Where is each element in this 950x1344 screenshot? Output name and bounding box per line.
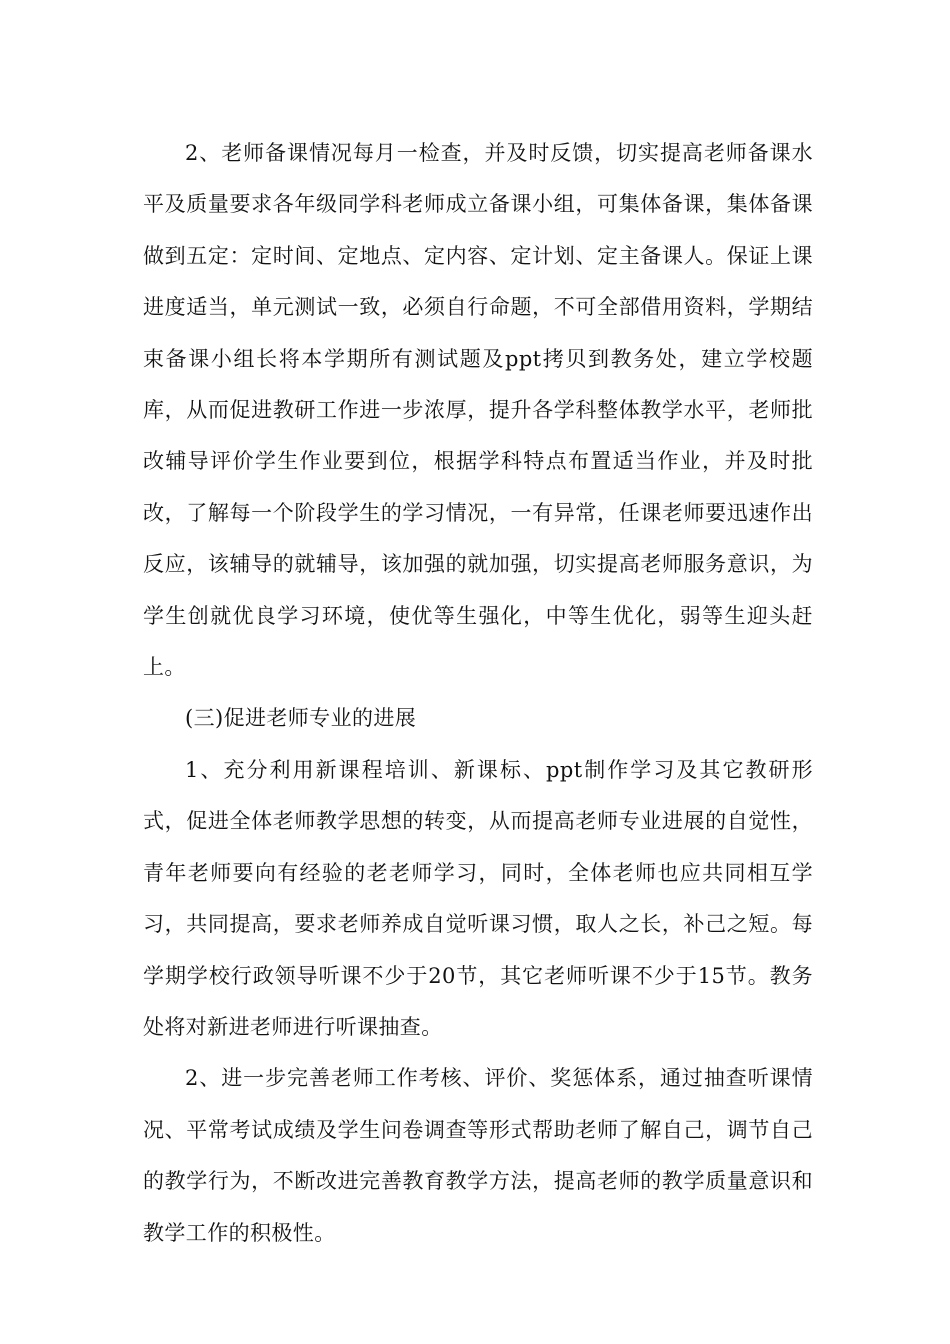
section-heading-teacher-development: (三)促进老师专业的进展 [185, 706, 417, 731]
paragraph-lesson-preparation: 2、老师备课情况每月一检查，并及时反馈，切实提高老师备课水平及质量要求各年级同学科老师成立备课小组，可集体备课，集体备课做到五定：定时间、定地点、定内容、定计划、定主备课人。保证上课进度适当，单元测试一致，必须自行命题，不可全部借用资料，学期结束备课小组长将本学期所有测试题及ppt拷贝到教务处，建立学校题库，从而促进教研工作进一步浓厚，提升各学科整体教学水平，老师批改辅导评价学生作业要到位，根据学科特点布置适当作业，并及时批改，了解每一个阶段学生的学习情况，一有异常，任课老师要迅速作出反应，该辅导的就辅导，该加强的就加强，切实提高老师服务意识，为学生创就优良学习环境，使优等生强化，中等生优化，弱等生迎头赶上。 [143, 141, 813, 680]
paragraph-training-and-observation: 1、充分利用新课程培训、新课标、ppt制作学习及其它教研形式，促进全体老师教学思想的转变，从而提高老师专业进展的自觉性，青年老师要向有经验的老老师学习，同时，全体老师也应共同相互学习，共同提高，要求老师养成自觉听课习惯，取人之长，补己之短。每学期学校行政领导听课不少于20节，其它老师听课不少于15节。教务处将对新进老师进行听课抽查。 [143, 757, 813, 1039]
document-body [143, 128, 813, 1259]
paragraph-evaluation-system: 2、进一步完善老师工作考核、评价、奖惩体系，通过抽查听课情况、平常考试成绩及学生问卷调查等形式帮助老师了解自己，调节自己的教学行为，不断改进完善教育教学方法，提高老师的教学质量意识和教学工作的积极性。 [143, 1066, 813, 1245]
